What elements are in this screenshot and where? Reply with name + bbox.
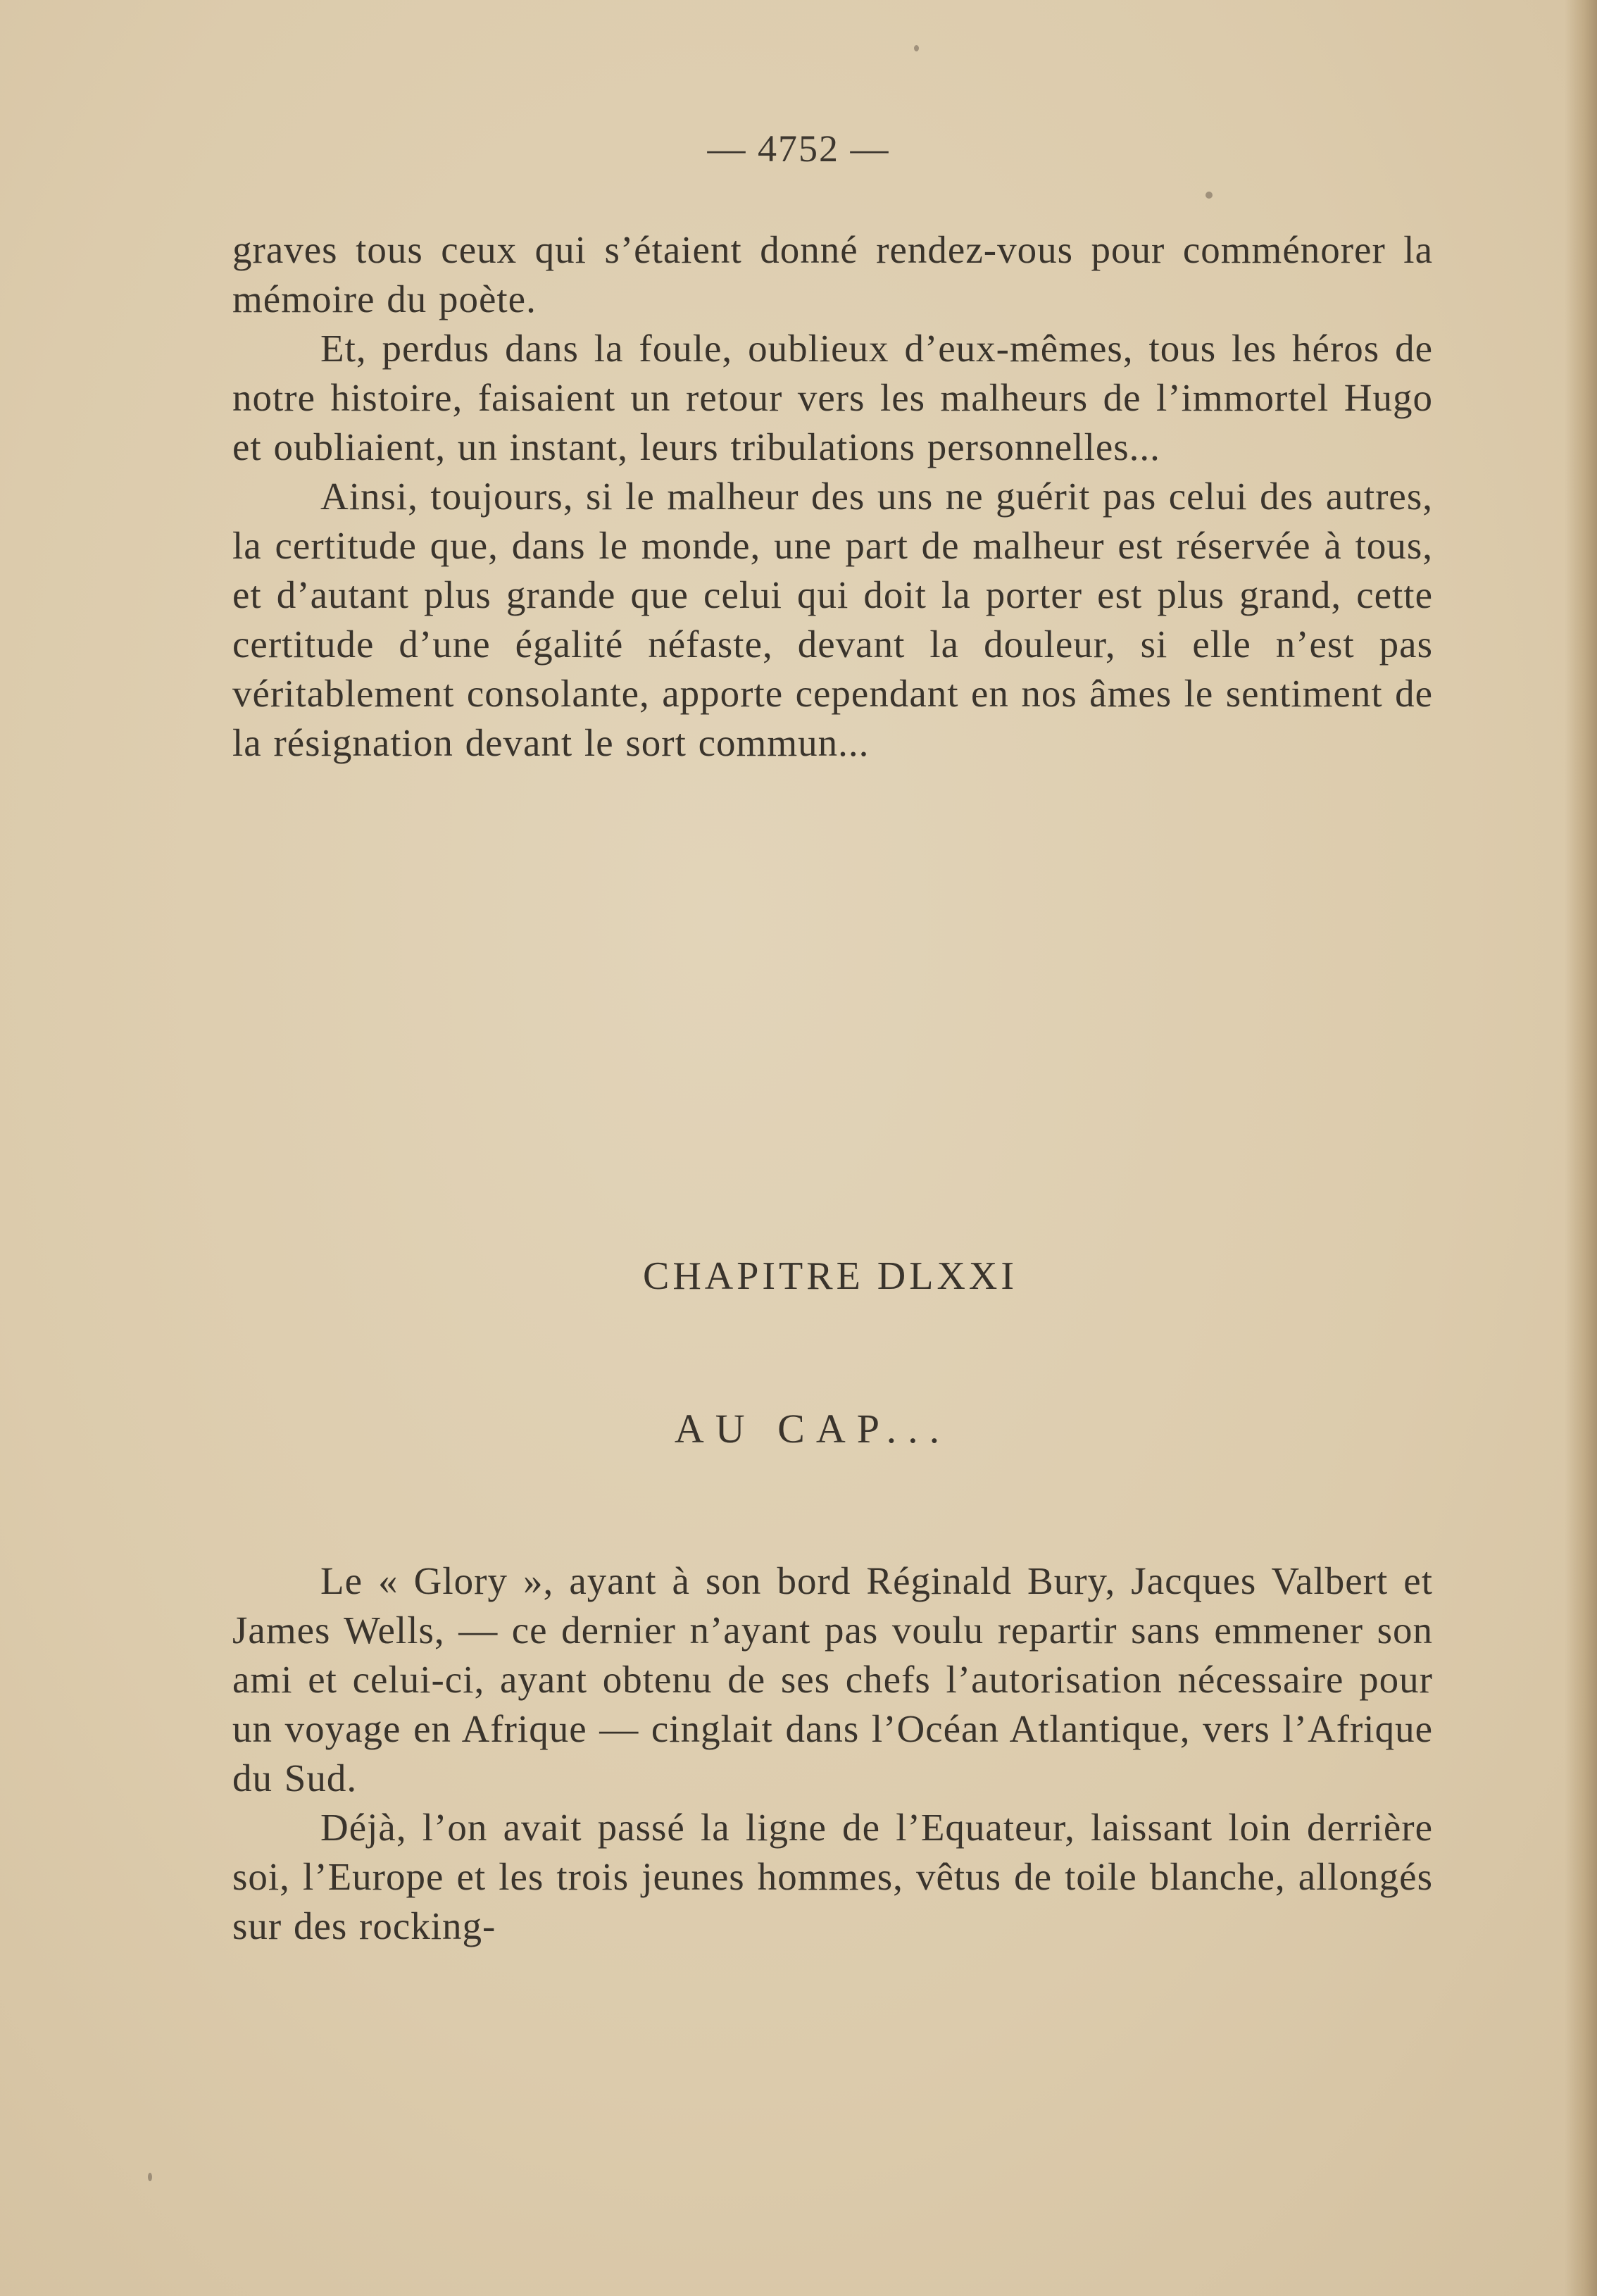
paragraph: Ainsi, toujours, si le malheur des uns ne guérit pas celui des autres, la certitude que, dans le monde, une part de malheur est réservée à tous, et d’autant plus grande que celui qui doit la porter est plus grand, cette certitude d’une égalité néfaste, devant la douleur, si elle n’est pas véritablement consolante, apporte cependant en nos âmes le sentiment de la résignation devant le sort commun... xyxy=(232,475,1433,764)
ink-speck xyxy=(148,2173,152,2181)
paragraph: graves tous ceux qui s’étaient donné rendez-vous pour comménorer la mémoire du poète. xyxy=(232,228,1433,320)
chapter-title: CHAPITRE DLXXI xyxy=(643,1254,1017,1298)
ink-speck xyxy=(1205,192,1213,199)
text-block-bottom xyxy=(232,1556,1433,1951)
paragraph: Le « Glory », ayant à son bord Réginald Bury, Jacques Valbert et James Wells, — ce dernier n’ayant pas voulu repartir sans emmener son ami et celui-ci, ayant obtenu de ses chefs l’autorisation nécessaire pour un voyage en Afrique — cinglait dans l’Océan Atlantique, vers l’Afrique du Sud. xyxy=(232,1559,1433,1799)
page-number: — 4752 — xyxy=(707,127,890,170)
paragraph: Déjà, l’on avait passé la ligne de l’Equateur, laissant loin derrière soi, l’Europe et les trois jeunes hommes, vêtus de toile blanche, allongés sur des rocking- xyxy=(232,1806,1433,1947)
page-edge-shadow xyxy=(1565,0,1597,2296)
text-block-top xyxy=(232,225,1433,768)
ink-speck xyxy=(914,45,919,51)
chapter-subtitle: AU CAP... xyxy=(674,1406,951,1452)
paragraph: Et, perdus dans la foule, oublieux d’eux-mêmes, tous les héros de notre histoire, faisaient un retour vers les malheurs de l’immortel Hugo et oubliaient, un instant, leurs tribulations personnelles... xyxy=(232,327,1433,468)
